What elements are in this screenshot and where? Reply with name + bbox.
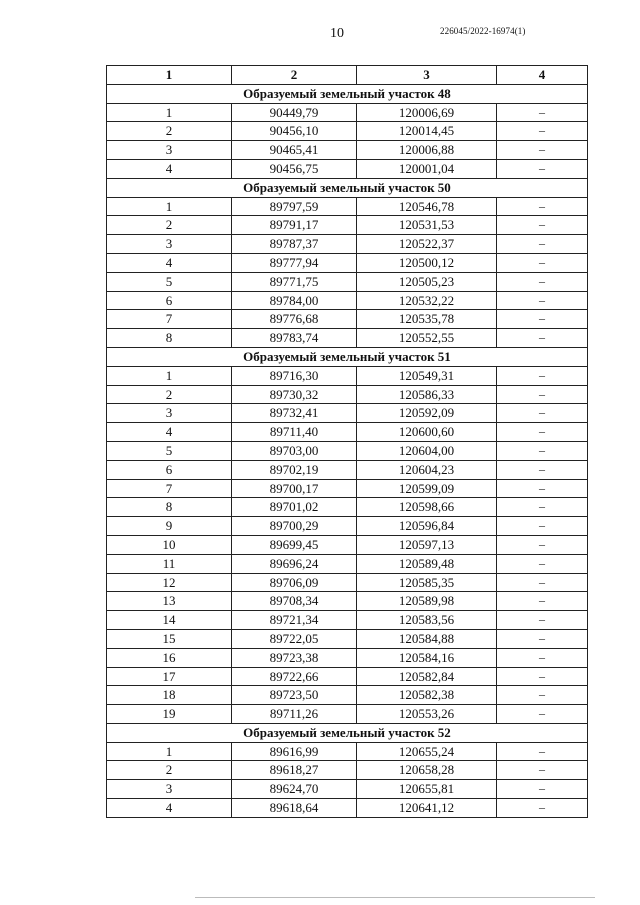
x-coordinate-cell: 89783,74 xyxy=(232,329,357,348)
table-row xyxy=(107,705,588,724)
note-cell: – xyxy=(497,141,588,160)
column-header: 4 xyxy=(497,66,588,85)
point-number-cell: 17 xyxy=(107,667,232,686)
coordinates-table xyxy=(106,65,588,818)
x-coordinate-cell: 89797,59 xyxy=(232,197,357,216)
point-number-cell: 5 xyxy=(107,441,232,460)
point-number-cell: 7 xyxy=(107,310,232,329)
note-cell: – xyxy=(497,517,588,536)
point-number-cell: 2 xyxy=(107,122,232,141)
table-row xyxy=(107,441,588,460)
y-coordinate-cell: 120553,26 xyxy=(357,705,497,724)
table-row xyxy=(107,592,588,611)
x-coordinate-cell: 89732,41 xyxy=(232,404,357,423)
section-header-row xyxy=(107,178,588,197)
point-number-cell: 8 xyxy=(107,498,232,517)
note-cell: – xyxy=(497,780,588,799)
note-cell: – xyxy=(497,686,588,705)
x-coordinate-cell: 89706,09 xyxy=(232,573,357,592)
section-title: Образуемый земельный участок 50 xyxy=(107,178,588,197)
table-row xyxy=(107,517,588,536)
table-row xyxy=(107,235,588,254)
table-row xyxy=(107,423,588,442)
y-coordinate-cell: 120583,56 xyxy=(357,611,497,630)
note-cell: – xyxy=(497,799,588,818)
x-coordinate-cell: 89730,32 xyxy=(232,385,357,404)
y-coordinate-cell: 120586,33 xyxy=(357,385,497,404)
note-cell: – xyxy=(497,629,588,648)
point-number-cell: 1 xyxy=(107,742,232,761)
x-coordinate-cell: 89696,24 xyxy=(232,554,357,573)
point-number-cell: 4 xyxy=(107,253,232,272)
table-row xyxy=(107,460,588,479)
point-number-cell: 16 xyxy=(107,648,232,667)
note-cell: – xyxy=(497,310,588,329)
point-number-cell: 3 xyxy=(107,141,232,160)
y-coordinate-cell: 120597,13 xyxy=(357,535,497,554)
y-coordinate-cell: 120532,22 xyxy=(357,291,497,310)
x-coordinate-cell: 89702,19 xyxy=(232,460,357,479)
note-cell: – xyxy=(497,761,588,780)
x-coordinate-cell: 89708,34 xyxy=(232,592,357,611)
point-number-cell: 9 xyxy=(107,517,232,536)
x-coordinate-cell: 89723,50 xyxy=(232,686,357,705)
note-cell: – xyxy=(497,122,588,141)
table-row xyxy=(107,629,588,648)
note-cell: – xyxy=(497,291,588,310)
x-coordinate-cell: 89722,66 xyxy=(232,667,357,686)
point-number-cell: 3 xyxy=(107,780,232,799)
table-row xyxy=(107,667,588,686)
x-coordinate-cell: 89711,26 xyxy=(232,705,357,724)
column-header: 1 xyxy=(107,66,232,85)
x-coordinate-cell: 89700,29 xyxy=(232,517,357,536)
x-coordinate-cell: 89699,45 xyxy=(232,535,357,554)
point-number-cell: 11 xyxy=(107,554,232,573)
note-cell: – xyxy=(497,103,588,122)
point-number-cell: 7 xyxy=(107,479,232,498)
table-row xyxy=(107,554,588,573)
y-coordinate-cell: 120596,84 xyxy=(357,517,497,536)
note-cell: – xyxy=(497,554,588,573)
y-coordinate-cell: 120599,09 xyxy=(357,479,497,498)
section-title: Образуемый земельный участок 51 xyxy=(107,347,588,366)
point-number-cell: 8 xyxy=(107,329,232,348)
y-coordinate-cell: 120552,55 xyxy=(357,329,497,348)
y-coordinate-cell: 120600,60 xyxy=(357,423,497,442)
point-number-cell: 1 xyxy=(107,197,232,216)
table-row xyxy=(107,366,588,385)
y-coordinate-cell: 120655,24 xyxy=(357,742,497,761)
point-number-cell: 4 xyxy=(107,799,232,818)
table-row xyxy=(107,197,588,216)
y-coordinate-cell: 120658,28 xyxy=(357,761,497,780)
table-row xyxy=(107,742,588,761)
x-coordinate-cell: 89787,37 xyxy=(232,235,357,254)
table-row xyxy=(107,103,588,122)
note-cell: – xyxy=(497,197,588,216)
x-coordinate-cell: 89722,05 xyxy=(232,629,357,648)
table-row xyxy=(107,159,588,178)
x-coordinate-cell: 89703,00 xyxy=(232,441,357,460)
table-row xyxy=(107,686,588,705)
y-coordinate-cell: 120604,00 xyxy=(357,441,497,460)
table-row xyxy=(107,291,588,310)
table-row xyxy=(107,329,588,348)
x-coordinate-cell: 90465,41 xyxy=(232,141,357,160)
note-cell: – xyxy=(497,742,588,761)
y-coordinate-cell: 120006,88 xyxy=(357,141,497,160)
table-row xyxy=(107,253,588,272)
note-cell: – xyxy=(497,329,588,348)
table-row xyxy=(107,761,588,780)
point-number-cell: 3 xyxy=(107,235,232,254)
table-row xyxy=(107,122,588,141)
bottom-divider xyxy=(195,897,595,898)
note-cell: – xyxy=(497,423,588,442)
y-coordinate-cell: 120582,84 xyxy=(357,667,497,686)
y-coordinate-cell: 120535,78 xyxy=(357,310,497,329)
point-number-cell: 19 xyxy=(107,705,232,724)
table-row xyxy=(107,272,588,291)
point-number-cell: 15 xyxy=(107,629,232,648)
x-coordinate-cell: 89777,94 xyxy=(232,253,357,272)
point-number-cell: 13 xyxy=(107,592,232,611)
x-coordinate-cell: 90456,75 xyxy=(232,159,357,178)
y-coordinate-cell: 120505,23 xyxy=(357,272,497,291)
note-cell: – xyxy=(497,404,588,423)
section-title: Образуемый земельный участок 52 xyxy=(107,723,588,742)
table-header-row xyxy=(107,66,588,85)
y-coordinate-cell: 120641,12 xyxy=(357,799,497,818)
note-cell: – xyxy=(497,667,588,686)
y-coordinate-cell: 120598,66 xyxy=(357,498,497,517)
table-row xyxy=(107,648,588,667)
document-code: 226045/2022-16974(1) xyxy=(440,26,526,36)
note-cell: – xyxy=(497,573,588,592)
x-coordinate-cell: 89618,64 xyxy=(232,799,357,818)
note-cell: – xyxy=(497,366,588,385)
point-number-cell: 6 xyxy=(107,291,232,310)
y-coordinate-cell: 120500,12 xyxy=(357,253,497,272)
note-cell: – xyxy=(497,611,588,630)
y-coordinate-cell: 120589,98 xyxy=(357,592,497,611)
x-coordinate-cell: 89624,70 xyxy=(232,780,357,799)
point-number-cell: 1 xyxy=(107,103,232,122)
note-cell: – xyxy=(497,479,588,498)
note-cell: – xyxy=(497,498,588,517)
x-coordinate-cell: 90449,79 xyxy=(232,103,357,122)
y-coordinate-cell: 120014,45 xyxy=(357,122,497,141)
point-number-cell: 6 xyxy=(107,460,232,479)
y-coordinate-cell: 120589,48 xyxy=(357,554,497,573)
table-row xyxy=(107,498,588,517)
point-number-cell: 2 xyxy=(107,385,232,404)
note-cell: – xyxy=(497,441,588,460)
point-number-cell: 1 xyxy=(107,366,232,385)
section-header-row xyxy=(107,723,588,742)
note-cell: – xyxy=(497,705,588,724)
note-cell: – xyxy=(497,272,588,291)
x-coordinate-cell: 89716,30 xyxy=(232,366,357,385)
x-coordinate-cell: 89616,99 xyxy=(232,742,357,761)
x-coordinate-cell: 89721,34 xyxy=(232,611,357,630)
y-coordinate-cell: 120655,81 xyxy=(357,780,497,799)
section-header-row xyxy=(107,347,588,366)
note-cell: – xyxy=(497,159,588,178)
x-coordinate-cell: 89723,38 xyxy=(232,648,357,667)
x-coordinate-cell: 89618,27 xyxy=(232,761,357,780)
point-number-cell: 12 xyxy=(107,573,232,592)
x-coordinate-cell: 89700,17 xyxy=(232,479,357,498)
note-cell: – xyxy=(497,385,588,404)
y-coordinate-cell: 120592,09 xyxy=(357,404,497,423)
y-coordinate-cell: 120604,23 xyxy=(357,460,497,479)
note-cell: – xyxy=(497,648,588,667)
note-cell: – xyxy=(497,535,588,554)
point-number-cell: 2 xyxy=(107,216,232,235)
note-cell: – xyxy=(497,253,588,272)
table-row xyxy=(107,611,588,630)
table-row xyxy=(107,404,588,423)
y-coordinate-cell: 120006,69 xyxy=(357,103,497,122)
note-cell: – xyxy=(497,235,588,254)
point-number-cell: 3 xyxy=(107,404,232,423)
x-coordinate-cell: 89701,02 xyxy=(232,498,357,517)
note-cell: – xyxy=(497,460,588,479)
table-row xyxy=(107,535,588,554)
section-header-row xyxy=(107,84,588,103)
y-coordinate-cell: 120546,78 xyxy=(357,197,497,216)
table-row xyxy=(107,216,588,235)
table-row xyxy=(107,479,588,498)
y-coordinate-cell: 120584,88 xyxy=(357,629,497,648)
x-coordinate-cell: 89791,17 xyxy=(232,216,357,235)
y-coordinate-cell: 120585,35 xyxy=(357,573,497,592)
section-title: Образуемый земельный участок 48 xyxy=(107,84,588,103)
table-row xyxy=(107,573,588,592)
note-cell: – xyxy=(497,216,588,235)
point-number-cell: 4 xyxy=(107,423,232,442)
table-row xyxy=(107,799,588,818)
y-coordinate-cell: 120522,37 xyxy=(357,235,497,254)
y-coordinate-cell: 120001,04 xyxy=(357,159,497,178)
table-row xyxy=(107,780,588,799)
table-row xyxy=(107,141,588,160)
table-row xyxy=(107,385,588,404)
point-number-cell: 10 xyxy=(107,535,232,554)
y-coordinate-cell: 120549,31 xyxy=(357,366,497,385)
point-number-cell: 5 xyxy=(107,272,232,291)
y-coordinate-cell: 120582,38 xyxy=(357,686,497,705)
column-header: 2 xyxy=(232,66,357,85)
x-coordinate-cell: 89771,75 xyxy=(232,272,357,291)
point-number-cell: 18 xyxy=(107,686,232,705)
y-coordinate-cell: 120531,53 xyxy=(357,216,497,235)
x-coordinate-cell: 89711,40 xyxy=(232,423,357,442)
point-number-cell: 14 xyxy=(107,611,232,630)
table-row xyxy=(107,310,588,329)
point-number-cell: 2 xyxy=(107,761,232,780)
y-coordinate-cell: 120584,16 xyxy=(357,648,497,667)
column-header: 3 xyxy=(357,66,497,85)
page-number: 10 xyxy=(330,26,344,41)
x-coordinate-cell: 90456,10 xyxy=(232,122,357,141)
note-cell: – xyxy=(497,592,588,611)
point-number-cell: 4 xyxy=(107,159,232,178)
x-coordinate-cell: 89784,00 xyxy=(232,291,357,310)
x-coordinate-cell: 89776,68 xyxy=(232,310,357,329)
